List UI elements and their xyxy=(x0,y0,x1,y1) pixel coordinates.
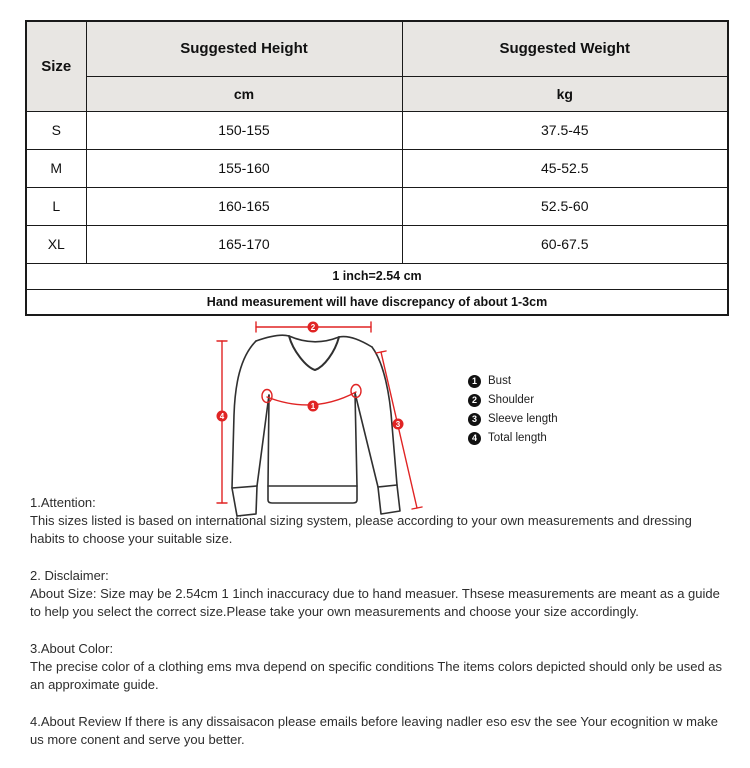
circled-2-icon: 2 xyxy=(468,394,481,407)
sleeve-length-measure-line xyxy=(376,351,422,509)
size-column-header: Size xyxy=(26,21,86,111)
weight-cell: 60-67.5 xyxy=(402,225,728,263)
about-color-body: The precise color of a clothing ems mva depend on specific conditions The items colors depicted should only be used as an approximate guide. xyxy=(30,659,723,692)
weight-unit-cell: kg xyxy=(402,76,728,111)
table-row xyxy=(26,149,728,187)
disclaimer-body: About Size: Size may be 2.54cm 1 1inch inaccuracy due to hand measuer. Thsese measurements are meant as a guide to help you select the correct size.Please take your own measurements and choose your size accordingly. xyxy=(30,586,720,619)
height-unit-cell: cm xyxy=(86,76,402,111)
height-cell: 155-160 xyxy=(86,149,402,187)
weight-cell: 52.5-60 xyxy=(402,187,728,225)
badge-2-shoulder xyxy=(308,322,319,333)
legend-item-total-length xyxy=(468,431,558,445)
height-cell: 165-170 xyxy=(86,225,402,263)
legend-label: Total length xyxy=(488,432,547,444)
table-row xyxy=(26,187,728,225)
legend-label: Bust xyxy=(488,375,512,387)
size-cell: M xyxy=(26,149,86,187)
about-review-body: 4.About Review If there is any dissaisacon please emails before leaving nadler eso esv the see Your ecognition w make us more conent and serve you better. xyxy=(30,714,718,747)
sweater-outline-icon xyxy=(232,335,400,516)
badge-4-total-length xyxy=(217,411,228,422)
table-row xyxy=(26,225,728,263)
size-cell: S xyxy=(26,111,86,149)
attention-body: This sizes listed is based on international sizing system, please according to your own measurements and dressing habits to choose your suitable size. xyxy=(30,513,692,546)
svg-text:3: 3 xyxy=(395,420,401,429)
legend-item-shoulder xyxy=(468,393,558,407)
table-row xyxy=(26,111,728,149)
size-cell: XL xyxy=(26,225,86,263)
height-cell: 150-155 xyxy=(86,111,402,149)
disclaimer-section xyxy=(30,567,730,621)
about-color-section xyxy=(30,640,730,694)
attention-heading: 1.Attention: xyxy=(30,495,96,510)
weight-cell: 45-52.5 xyxy=(402,149,728,187)
height-cell: 160-165 xyxy=(86,187,402,225)
measurement-legend xyxy=(468,374,558,445)
measurement-badges xyxy=(217,322,404,430)
legend-item-sleeve-length xyxy=(468,412,558,426)
height-column-header: Suggested Height xyxy=(86,21,402,76)
total-length-measure-line xyxy=(217,341,227,503)
legend-item-bust xyxy=(468,374,558,388)
weight-cell: 37.5-45 xyxy=(402,111,728,149)
legend-label: Sleeve length xyxy=(488,413,558,425)
inch-conversion-note: 1 inch=2.54 cm xyxy=(26,263,728,289)
svg-text:4: 4 xyxy=(219,412,225,421)
disclaimer-heading: 2. Disclaimer: xyxy=(30,568,109,583)
svg-text:2: 2 xyxy=(310,323,316,332)
attention-section xyxy=(30,494,730,548)
weight-column-header: Suggested Weight xyxy=(402,21,728,76)
circled-4-icon: 4 xyxy=(468,432,481,445)
size-chart-table xyxy=(25,20,729,316)
circled-3-icon: 3 xyxy=(468,413,481,426)
badge-1-bust xyxy=(308,401,319,412)
notes-area xyxy=(30,494,730,768)
size-cell: L xyxy=(26,187,86,225)
circled-1-icon: 1 xyxy=(468,375,481,388)
legend-label: Shoulder xyxy=(488,394,535,406)
measurement-discrepancy-note: Hand measurement will have discrepancy of about 1-3cm xyxy=(26,289,728,315)
svg-text:1: 1 xyxy=(310,402,316,411)
about-review-section xyxy=(30,713,730,749)
badge-3-sleeve-length xyxy=(393,419,404,430)
about-color-heading: 3.About Color: xyxy=(30,641,114,656)
